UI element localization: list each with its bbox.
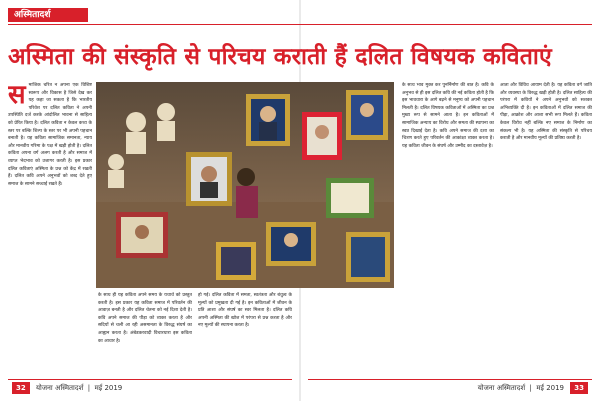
article-photo <box>96 82 394 288</box>
footer-left-title: योजना अस्मितादर्श <box>35 384 84 392</box>
footer-rule-left <box>8 379 292 380</box>
footer-left: 32 योजना अस्मितादर्श | मई 2019 <box>8 381 292 395</box>
column-5-text: आता और विविध आयाम देती है। यह कविता वर्ग जाति और व्यवस्था के विरुद्ध खड़ी होती है। दलित साहित्य की परंपरा में कवियों ने अपने अनुभवों को सशक्त अभिव्यक्ति दी है। इन कविताओं में दलित समाज की पीड़ा, आक्रोश और आशा सभी रूप मिलते हैं। कविता केवल विरोध नहीं बल्कि नए समाज के निर्माण का संकल्प भी है। यह अस्मिता की संस्कृति से परिचय कराती है और मानवीय मूल्यों की प्रतिष्ठा करती है। <box>500 83 592 142</box>
column-1-text: माजिक चरित्र न अपना एक विशिष्ट स्वरूप और विकास है जिसे देख कर यह कहा जा सकता है कि भारतीय परिवेश पर दलित कविता ने अपनी उपस्थिति दर्ज करके आंदोलित भावना से साहित्य को प्रेरित किया है। दलित कविता न केवल कथ्य के स्तर पर बल्कि शिल्प के स्तर पर भी अपनी पहचान बनाती है। यह कविता सामाजिक समानता, न्याय और मानवीय गरिमा के पक्ष में खड़ी होती है। दलित कविता अपना वर्ग अलग करती है और समाज में व्याप्त भेदभाव को उजागर करती है। इस प्रकार दलित कविताएं अस्मिता के प्रश्न को केंद्र में रखती हैं। दलित कवि अपने अनुभवों को शब्द देते हुए समाज के सामने सच्चाई रखते हैं। <box>8 83 92 187</box>
article-headline: अस्मिता की संस्कृति से परिचय कराती हैं दलित विषयक कविताएं <box>8 44 552 70</box>
photo-frames-market-illustration <box>96 82 394 288</box>
page-number-right: 33 <box>570 382 588 394</box>
column-3-text: हो गई। दलित कविता में समता, स्वतंत्रता और बंधुत्व के मूल्यों को प्रमुखता दी गई है। इन कविताओं में जीवन के प्रति आशा और संघर्ष का स्वर मिलता है। दलित कवि अपनी अस्मिता की खोज में परंपरा से प्रश्न करता है और नए मूल्यों की स्थापना करता है। <box>198 293 292 329</box>
footer-rule-right <box>308 379 592 380</box>
article-column-2 <box>98 292 192 378</box>
footer-left-date: मई 2019 <box>94 384 123 392</box>
column-2-text: के साथ ही यह कविता अपने समय के यथार्थ को प्रस्तुत करती है। इस प्रकार यह कविता समाज में परिवर्तन की आवाज़ बनती है और दलित चेतना को नई दिशा देती है। कवि अपने समाज की पीड़ा को व्यक्त करता है और सदियों से चली आ रही असमानता के विरुद्ध संघर्ष का आह्वान करता है। अंबेडकरवादी विचारधारा इस कविता का आधार है। <box>98 293 192 344</box>
article-column-1 <box>8 82 92 376</box>
article-column-4 <box>402 82 494 376</box>
section-tag: अस्मितादर्श <box>8 8 88 22</box>
article-column-5 <box>500 82 592 376</box>
footer-right: योजना अस्मितादर्श | मई 2019 33 <box>308 381 592 395</box>
top-rule <box>8 24 592 25</box>
article-column-3 <box>198 292 292 378</box>
page-number-left: 32 <box>12 382 30 394</box>
column-4-text: के साथ भाव मुक्त कर पुनर्निर्माण की बात है। कवि के अनुभव से ही इस दलित कवि की नई कविता होती है कि इस भावधारा के आगे बढ़ने से मनुष्य को अपनी पहचान मिलती है। दलित विषयक कविताओं में अस्मिता का प्रश्न मुख्य रूप से सामने आता है। इन कविताओं में सामाजिक अन्याय का विरोध और समता की स्थापना का स्वप्न दिखाई देता है। कवि अपने समाज की दशा का चित्रण करते हुए परिवर्तन की आकांक्षा व्यक्त करता है। यह कविता जीवन के संघर्ष और उम्मीद का दस्तावेज़ है। <box>402 83 494 149</box>
footer-right-title: योजना अस्मितादर्श <box>477 384 526 392</box>
footer-right-date: मई 2019 <box>536 384 565 392</box>
drop-cap: स <box>8 82 26 110</box>
